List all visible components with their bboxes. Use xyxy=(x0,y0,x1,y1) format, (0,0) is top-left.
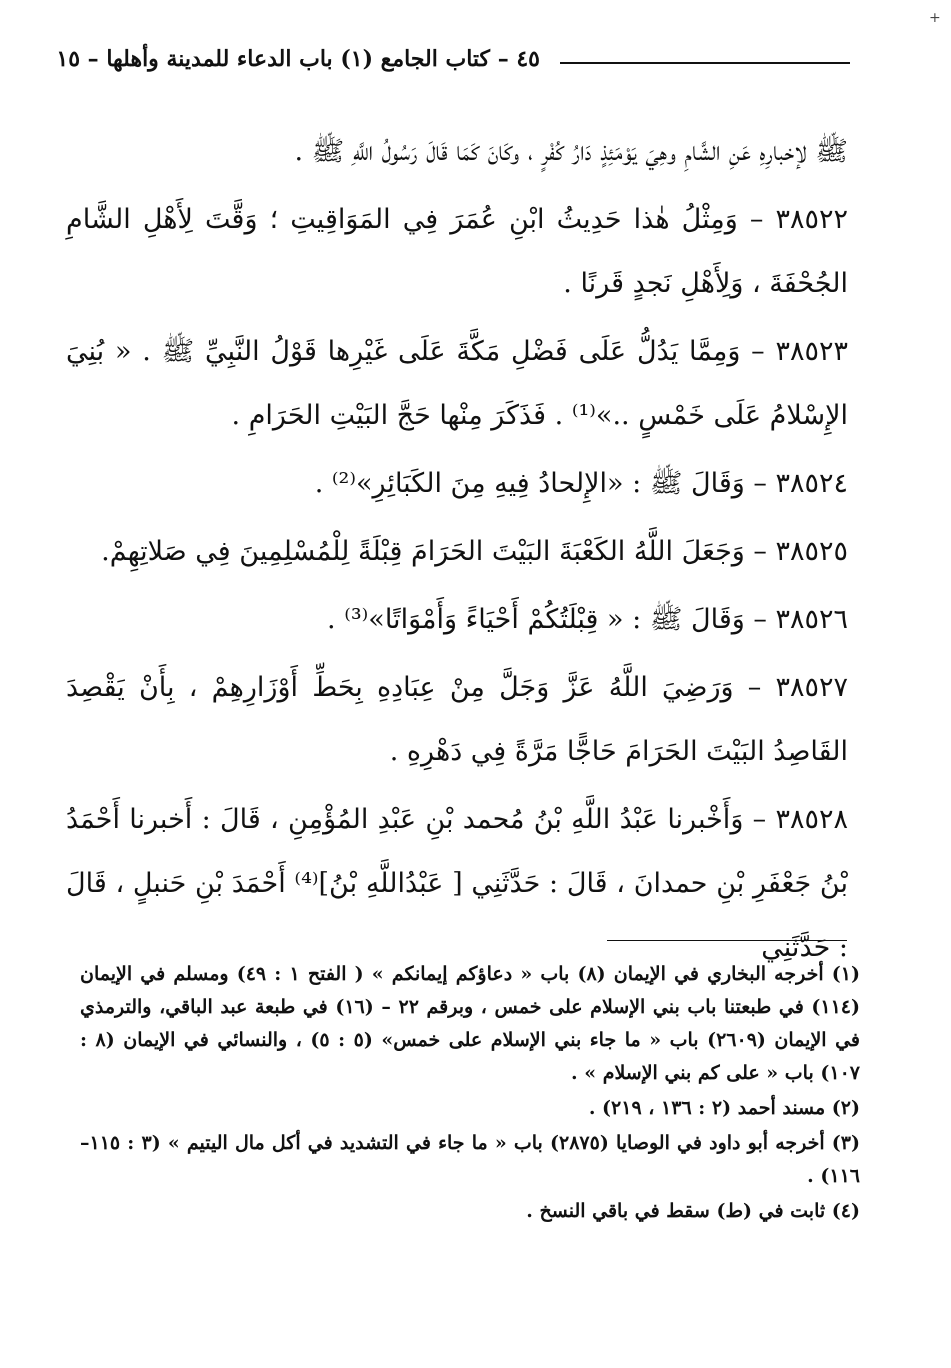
header-rule xyxy=(560,62,850,64)
header-title: ٤٥ – كتاب الجامع (١) باب الدعاء للمدينة وأهلها – ١٥ xyxy=(56,46,540,72)
paragraph: ٣٨٥٢٤ – وَقَالَ ﷺ : «الإِلحادُ فِيهِ مِنَ الكَبَائِرِ»⁽²⁾ . xyxy=(314,468,848,499)
footnote: (٤) ثابت في (ط) سقط في باقي النسخ . xyxy=(526,1200,860,1222)
corner-mark: + xyxy=(929,10,941,26)
footnote-separator xyxy=(607,940,847,941)
footnote: (١) أخرجه البخاري في الإيمان (٨) باب « دعاؤكم إيمانكم » ( الفتح ١ : ٤٩) ومسلم في الإيمان (١١٤) في طبعتنا باب بني الإسلام على خمس ، وبرقم ٢٢ – (١٦) في طبعة عبد الباقي، والترمذي في الإيمان (٢٦٠٩) باب « ما جاء بني الإسلام على خمس» (٥ : ٥) ، والنسائي في الإيمان (٨ : ١٠٧) باب « على كم بني الإسلام » . xyxy=(80,963,860,1084)
paragraph: ٣٨٥٢٢ – وَمِثْلُ هٰذا حَدِيثُ ابْنِ عُمَرَ فِي المَوَاقِيتِ ؛ وَقَّتَ لِأَهْلِ الشَّامِ الجُحْفَةَ ، وَلِأَهْلِ نَجدٍ قَرنًا . xyxy=(66,204,848,299)
paragraph: ٣٨٥٢٥ – وَجَعَلَ اللَّهُ الكَعْبَةَ البَيْتَ الحَرَامَ قِبْلَةً لِلْمُسْلِمِينَ فِي صَلاتِهِمْ. xyxy=(101,536,848,567)
paragraph: ٣٨٥٢٨ – وَأَخْبرنا عَبْدُ اللَّهِ بْنُ مُحمد بْنِ عَبْدِ المُؤْمِنِ ، قَالَ : أَخبرنا أَحْمَدُ بْنُ جَعْفَرِ بْنِ حمدانَ ، قَالَ : حَدَّثَنِي [ عَبْدُاللَّهِ بْنُ]⁽⁴⁾ أَحْمَدَ بْنِ حَنبلٍ ، قَالَ : حَدَّثَنِي xyxy=(66,804,849,963)
paragraph: ﷺ لإخبارِهِ عَنِ الشَّامِ وهِيَ يَوْمَئِذٍ دَارُ كُفْرٍ ، وكَانَ كَمَا قَالَ رَسُولُ اللَّهِ ﷺ . xyxy=(294,136,848,167)
paragraph: ٣٨٥٢٣ – وَمِمَّا يَدُلُّ عَلَى فَضْلِ مَكَّةَ عَلَى غَيْرِها قَوْلُ النَّبِيِّ ﷺ . « بُنِيَ الإِسْلامُ عَلَى خَمْسٍ ..»⁽¹⁾ . فَذَكَرَ مِنْها حَجَّ البَيْتِ الحَرَامِ . xyxy=(66,336,848,431)
main-text xyxy=(66,120,848,984)
paragraph: ٣٨٥٢٦ – وَقَالَ ﷺ : « قِبْلَتُكُمْ أَحْيَاءً وَأَمْوَاتًا»⁽³⁾ . xyxy=(327,604,848,635)
footnote: (٣) أخرجه أبو داود في الوصايا (٢٨٧٥) باب « ما جاء في التشديد في أكل مال اليتيم » (٣ : ١١٥– ١١٦) . xyxy=(80,1132,860,1187)
running-header xyxy=(56,44,850,84)
footnote: (٢) مسند أحمد (٢ : ١٣٦ ، ٢١٩) . xyxy=(588,1097,860,1119)
footnotes xyxy=(80,958,860,1230)
paragraph: ٣٨٥٢٧ – وَرَضِيَ اللَّهُ عَزَّ وَجَلَّ مِنْ عِبَادِهِ بِحَطِّ أَوْزَارِهِمْ ، بِأَنْ يَقْصِدَ القَاصِدُ البَيْتَ الحَرَامَ حَاجًّا مَرَّةً فِي دَهْرِهِ . xyxy=(66,672,848,767)
